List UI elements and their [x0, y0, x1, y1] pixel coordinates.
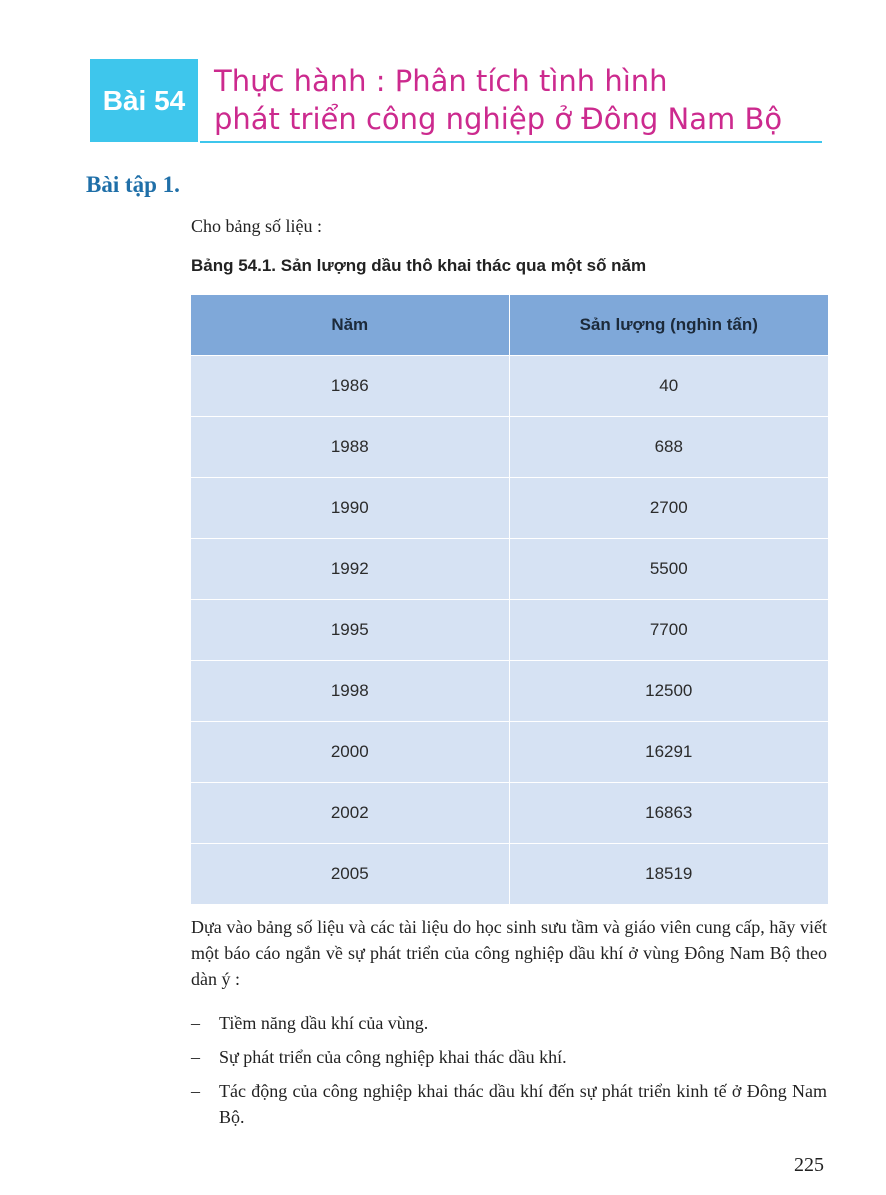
table-row — [191, 539, 828, 600]
cell-output: 16291 — [509, 722, 828, 783]
cell-year: 1995 — [191, 600, 509, 661]
table-row — [191, 783, 828, 844]
title-underline — [200, 141, 822, 143]
table-header-row — [191, 295, 828, 356]
outline-list — [191, 1010, 827, 1138]
list-item — [191, 1078, 827, 1130]
list-item-text: Tác động của công nghiệp khai thác dầu khí đến sự phát triển kinh tế ở Đông Nam Bộ. — [219, 1081, 827, 1127]
cell-year: 2005 — [191, 844, 509, 905]
task-paragraph: Dựa vào bảng số liệu và các tài liệu do học sinh sưu tầm và giáo viên cung cấp, hãy viết một báo cáo ngắn về sự phát triển của công nghiệp dầu khí ở vùng Đông Nam Bộ theo dàn ý : — [191, 917, 827, 989]
cell-output: 7700 — [509, 600, 828, 661]
header-output: Sản lượng (nghìn tấn) — [509, 295, 828, 356]
dash-marker: – — [191, 1081, 200, 1101]
list-item-text: Sự phát triển của công nghiệp khai thác dầu khí. — [219, 1047, 567, 1067]
header-year: Năm — [191, 295, 509, 356]
cell-year: 1992 — [191, 539, 509, 600]
table-row — [191, 478, 828, 539]
lesson-title-line-1: Thực hành : Phân tích tình hình — [214, 64, 668, 98]
cell-output: 5500 — [509, 539, 828, 600]
list-item — [191, 1010, 827, 1036]
lesson-title — [214, 62, 824, 138]
dash-marker: – — [191, 1013, 200, 1033]
cell-output: 40 — [509, 356, 828, 417]
table-caption: Bảng 54.1. Sản lượng dầu thô khai thác qua một số năm — [191, 256, 647, 275]
table-row — [191, 844, 828, 905]
list-item-text: Tiềm năng dầu khí của vùng. — [219, 1013, 429, 1033]
cell-year: 1990 — [191, 478, 509, 539]
table-row — [191, 356, 828, 417]
cell-year: 1998 — [191, 661, 509, 722]
lesson-badge — [90, 59, 198, 142]
cell-output: 12500 — [509, 661, 828, 722]
cell-year: 1988 — [191, 417, 509, 478]
page-number: 225 — [794, 1154, 824, 1176]
table-row — [191, 600, 828, 661]
table-row — [191, 417, 828, 478]
cell-year: 2000 — [191, 722, 509, 783]
production-table — [191, 295, 828, 905]
cell-output: 16863 — [509, 783, 828, 844]
cell-output: 688 — [509, 417, 828, 478]
cell-year: 1986 — [191, 356, 509, 417]
cell-year: 2002 — [191, 783, 509, 844]
list-item — [191, 1044, 827, 1070]
lesson-label: Bài 54 — [102, 84, 186, 116]
lesson-title-line-2: phát triển công nghiệp ở Đông Nam Bộ — [214, 102, 783, 136]
cell-output: 2700 — [509, 478, 828, 539]
table-row — [191, 661, 828, 722]
dash-marker: – — [191, 1047, 200, 1067]
cell-output: 18519 — [509, 844, 828, 905]
table-row — [191, 722, 828, 783]
exercise-heading: Bài tập 1. — [86, 172, 180, 197]
intro-text: Cho bảng số liệu : — [191, 216, 322, 236]
